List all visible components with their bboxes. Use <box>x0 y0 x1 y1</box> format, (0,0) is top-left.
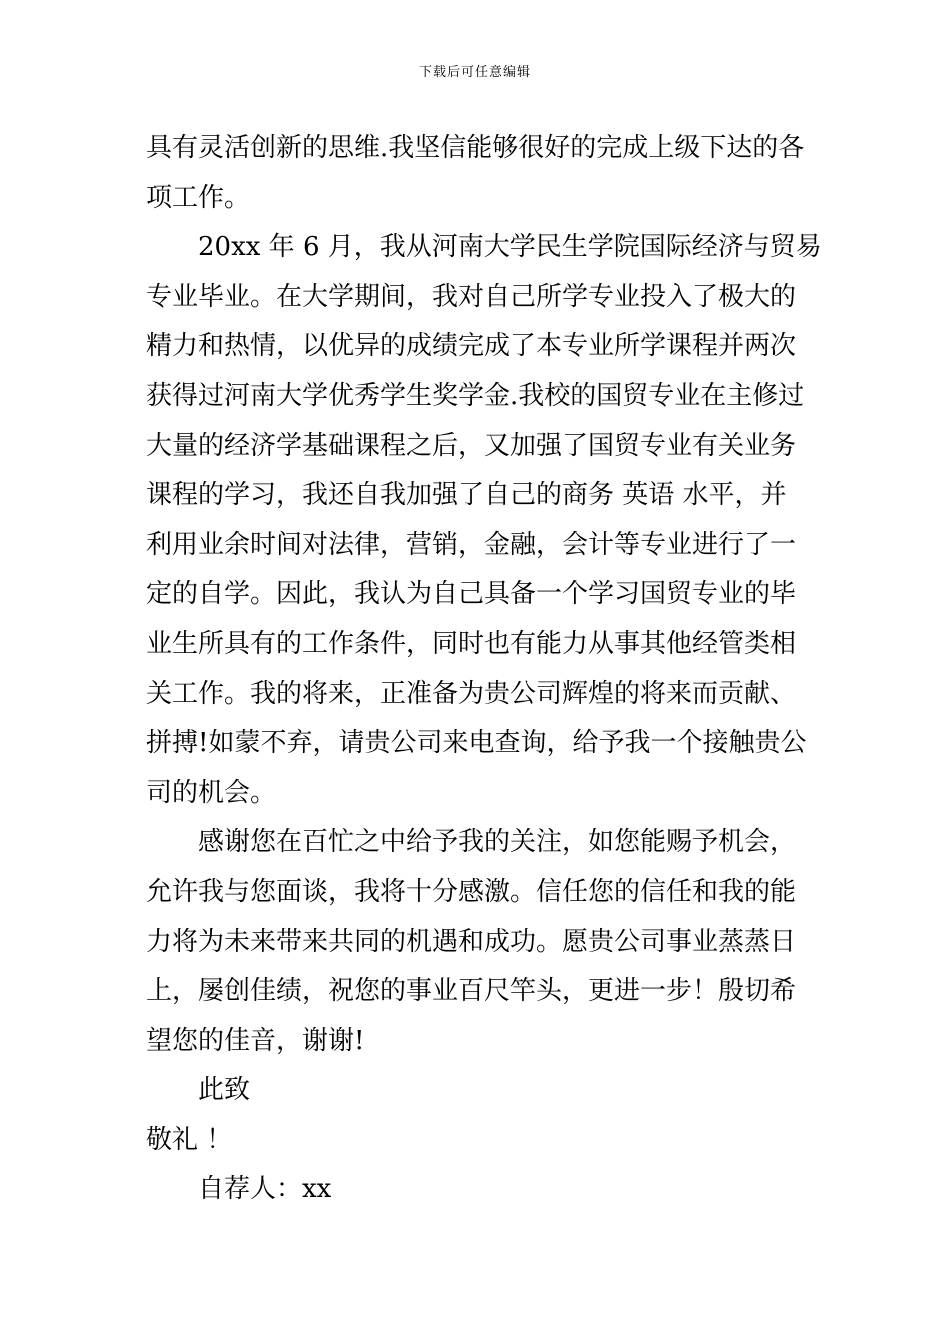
body-line: 获得过河南大学优秀学生奖学金.我校的国贸专业在主修过 <box>146 380 805 411</box>
body-line: 力将为未来带来共同的机遇和成功。愿贵公司事业蒸蒸日 <box>146 926 797 957</box>
signature-line: 自荐人：xx <box>198 1174 332 1205</box>
body-line: 具有灵活创新的思维.我坚信能够很好的完成上级下达的各 <box>146 133 805 163</box>
body-line: 专业毕业。在大学期间，我对自己所学专业投入了极大的 <box>146 281 797 312</box>
closing-phrase: 此致 <box>198 1075 251 1106</box>
body-line: 望您的佳音，谢谢! <box>146 1025 365 1056</box>
body-line: 允许我与您面谈，我将十分感激。信任您的信任和我的能 <box>146 876 797 907</box>
salutation: 敬礼 ！ <box>146 1124 233 1155</box>
body-line: 上，屡创佳绩，祝您的事业百尺竿头，更进一步！殷切希 <box>146 976 797 1007</box>
body-line: 司的机会。 <box>146 777 277 808</box>
paragraph-start-line: 20xx 年 6 月，我从河南大学民生学院国际经济与贸易 <box>198 232 822 263</box>
body-line: 项工作。 <box>146 182 251 213</box>
body-line: 课程的学习，我还自我加强了自己的商务 英语 水平，并 <box>146 480 787 511</box>
body-line: 关工作。我的将来，正准备为贵公司辉煌的将来而贡献、 <box>146 678 797 709</box>
letter-body <box>146 124 822 1215</box>
body-line: 业生所具有的工作条件，同时也有能力从事其他经管类相 <box>146 628 797 659</box>
body-line: 利用业余时间对法律，营销，金融，会计等专业进行了一 <box>146 529 797 560</box>
body-line: 定的自学。因此，我认为自己具备一个学习国贸专业的毕 <box>146 579 797 610</box>
body-line: 拼搏!如蒙不弃，请贵公司来电查询，给予我一个接触贵公 <box>146 728 807 759</box>
body-line: 大量的经济学基础课程之后，又加强了国贸专业有关业务 <box>146 430 797 461</box>
body-line: 精力和热情，以优异的成绩完成了本专业所学课程并两次 <box>146 331 797 362</box>
page-header: 下载后可任意编辑 <box>418 65 531 80</box>
paragraph-start-line: 感谢您在百忙之中给予我的关注，如您能赐予机会， <box>198 827 797 858</box>
